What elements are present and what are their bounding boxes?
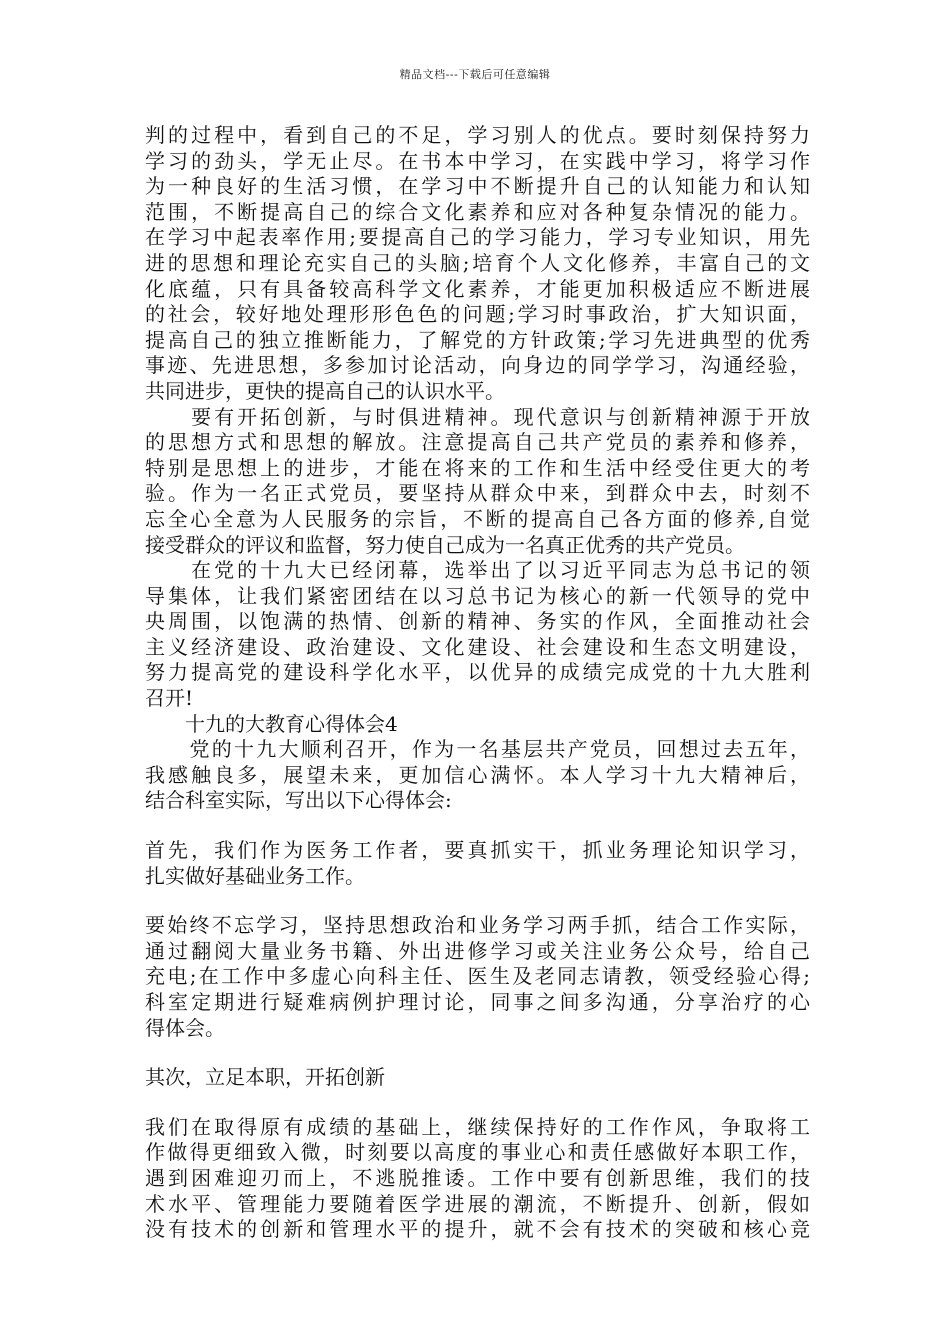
- paragraph-gap: [145, 1041, 810, 1065]
- text-line: 通过翻阅大量业务书籍、外出进修学习或关注业务公众号，给自己: [145, 938, 810, 963]
- text-line: 主义经济建设、政治建设、文化建设、社会建设和生态文明建设，: [145, 634, 810, 659]
- text-line: 要始终不忘学习，坚持思想政治和业务学习两手抓，结合工作实际，: [145, 913, 810, 938]
- text-line: 结合科室实际，写出以下心得体会:: [145, 788, 452, 813]
- text-line: 验。作为一名正式党员，要坚持从群众中来，到群众中去，时刻不: [145, 481, 810, 506]
- text-line: 导集体，让我们紧密团结在以习总书记为核心的新一代领导的党中: [145, 583, 810, 608]
- text-line: 努力提高党的建设科学化水平，以优异的成绩完成党的十九大胜利: [145, 660, 810, 685]
- text-line: 充电;在工作中多虚心向科主任、医生及老同志请教，领受经验心得;: [145, 964, 810, 989]
- text-line: 召开!: [145, 686, 194, 711]
- text-line: 化底蕴，只有具备较高科学文化素养，才能更加积极适应不断进展: [145, 276, 810, 301]
- text-line: 进的思想和理论充实自己的头脑;培育个人文化修养，丰富自己的文: [145, 250, 810, 275]
- text-line: 事迹、先进思想，多参加讨论活动，向身边的同学学习，沟通经验，: [145, 353, 810, 378]
- text-line: 作做得更细致入微，时刻要以高度的事业心和责任感做好本职工作，: [145, 1140, 810, 1165]
- text-line: 在党的十九大已经闭幕，选举出了以习近平同志为总书记的领: [145, 558, 810, 583]
- text-line: 其次，立足本职，开拓创新: [145, 1065, 385, 1090]
- text-line: 判的过程中，看到自己的不足，学习别人的优点。要时刻保持努力: [145, 123, 810, 147]
- text-line: 提高自己的独立推断能力，了解党的方针政策;学习先进典型的优秀: [145, 327, 810, 352]
- text-line: 得体会。: [145, 1015, 225, 1040]
- text-line: 央周围，以饱满的热情、创新的精神、务实的作风，全面推动社会: [145, 609, 810, 634]
- text-line: 忘全心全意为人民服务的宗旨，不断的提高自己各方面的修养,自觉: [145, 506, 810, 531]
- text-line: 我们在取得原有成绩的基础上，继续保持好的工作作风，争取将工: [145, 1114, 810, 1139]
- text-line: 共同进步，更快的提高自己的认识水平。: [145, 378, 505, 403]
- text-line: 的思想方式和思想的解放。注意提高自己共产党员的素养和修养，: [145, 430, 810, 455]
- text-line: 我感触良多，展望未来，更加信心满怀。本人学习十九大精神后，: [145, 762, 810, 787]
- text-line: 在学习中起表率作用;要提高自己的学习能力，学习专业知识，用先: [145, 225, 810, 250]
- text-line: 扎实做好基础业务工作。: [145, 863, 365, 888]
- text-line: 科室定期进行疑难病例护理讨论，同事之间多沟通，分享治疗的心: [145, 990, 810, 1014]
- text-line: 首先，我们作为医务工作者，要真抓实干，抓业务理论知识学习，: [145, 838, 810, 863]
- text-line: 范围，不断提高自己的综合文化素养和应对各种复杂情况的能力。: [145, 199, 810, 224]
- text-line: 术水平、管理能力要随着医学进展的潮流，不断提升、创新，假如: [145, 1191, 810, 1216]
- text-line: 的社会，较好地处理形形色色的问题;学习时事政治，扩大知识面，: [145, 302, 810, 327]
- text-line: 学习的劲头，学无止尽。在书本中学习，在实践中学习，将学习作: [145, 148, 810, 173]
- paragraph-gap: [145, 814, 810, 838]
- paragraph-gap: [145, 1091, 810, 1115]
- text-line: 党的十九大顺利召开，作为一名基层共产党员，回想过去五年，: [145, 737, 810, 762]
- page-header: 精品文档---下载后可任意编辑: [399, 68, 551, 81]
- text-line: 要有开拓创新，与时俱进精神。现代意识与创新精神源于开放: [145, 404, 810, 429]
- document-body: [145, 123, 810, 1243]
- text-line: 没有技术的创新和管理水平的提升，就不会有技术的突破和核心竞: [145, 1217, 810, 1242]
- text-line: 遇到困难迎刃而上，不逃脱推诿。工作中要有创新思维，我们的技: [145, 1165, 810, 1190]
- text-line: 特别是思想上的进步，才能在将来的工作和生活中经受住更大的考: [145, 455, 810, 480]
- paragraph-gap: [145, 889, 810, 913]
- text-line: 为一种良好的生活习惯，在学习中不断提升自己的认知能力和认知: [145, 174, 810, 199]
- text-line: 十九的大教育心得体会4: [145, 711, 398, 736]
- text-line: 接受群众的评议和监督，努力使自己成为一名真正优秀的共产党员。: [145, 532, 745, 557]
